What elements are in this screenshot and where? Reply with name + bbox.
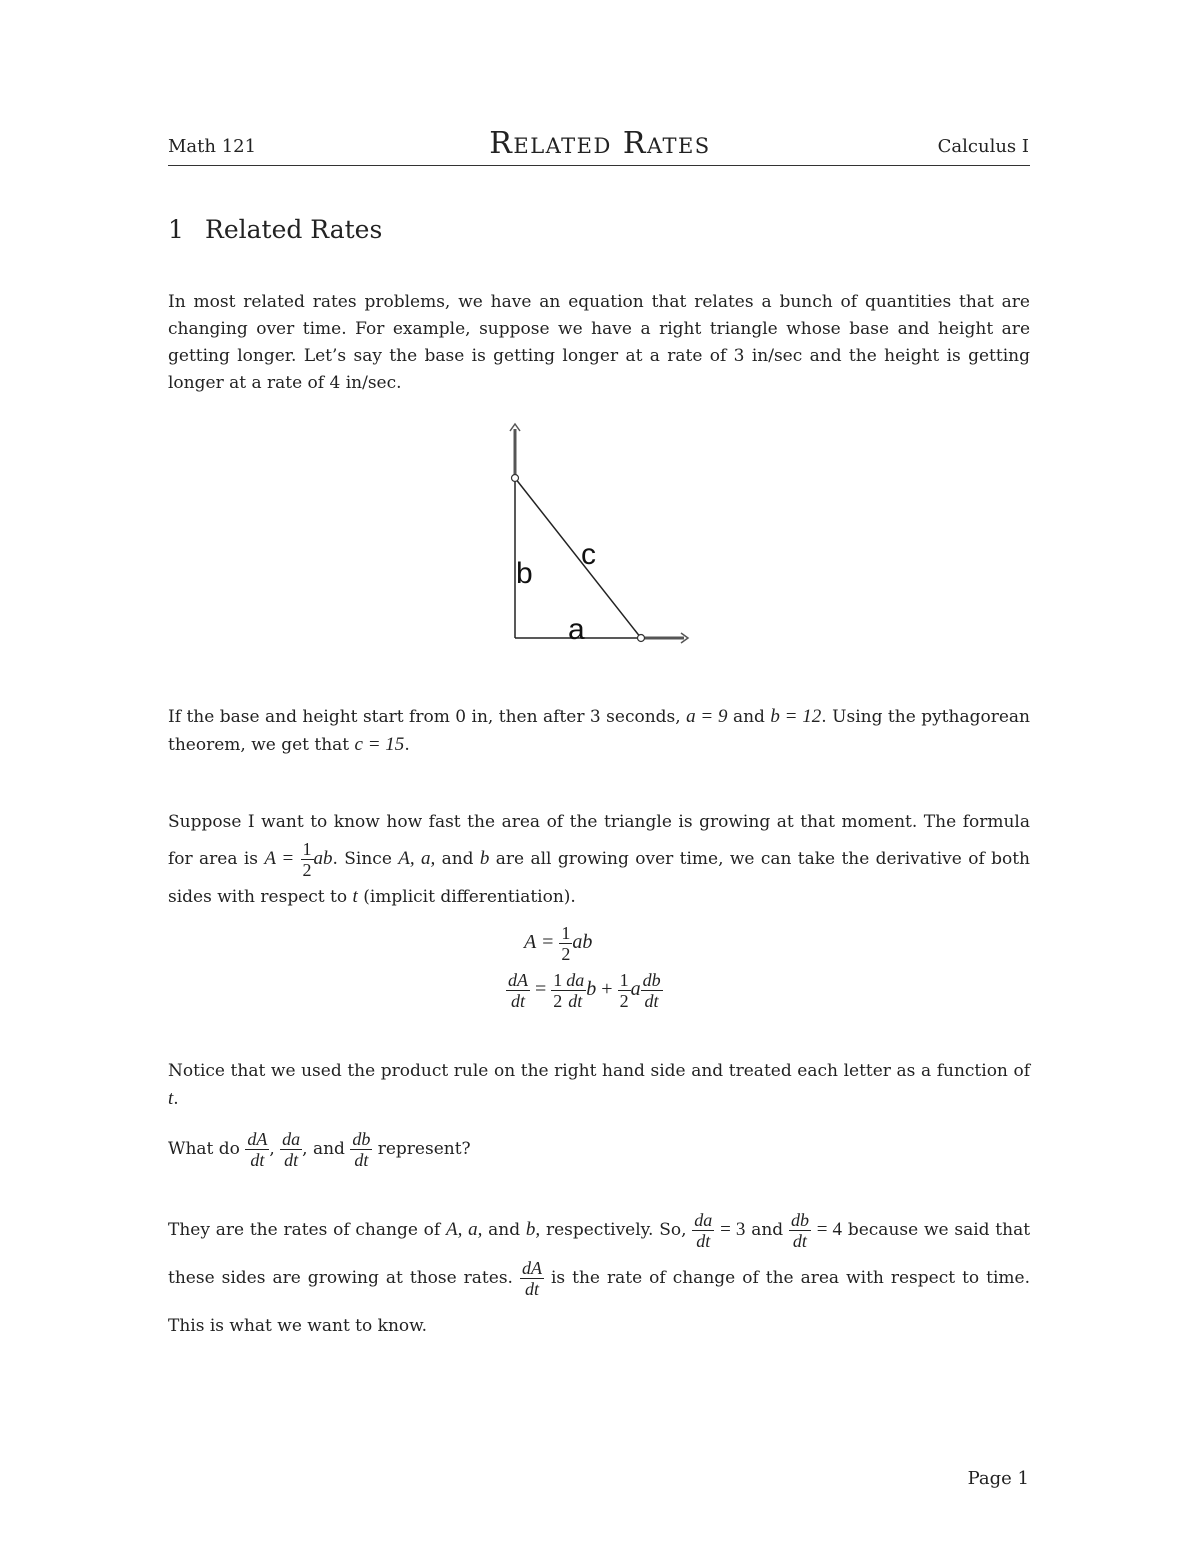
q-dA-num: dA — [247, 1129, 268, 1149]
eq2-half-2-den: 2 — [619, 991, 629, 1011]
var-b: b — [479, 848, 490, 869]
q-da-dt — [280, 1129, 302, 1170]
a-dA-num: dA — [521, 1258, 542, 1278]
header-course: Math 121 — [168, 136, 257, 157]
section-title: Related Rates — [205, 215, 383, 244]
db-dt-fraction — [641, 970, 663, 1011]
p2-text-4: . — [404, 735, 410, 755]
eq-c-15: c = 15 — [354, 734, 405, 755]
eq2-b: b — [586, 978, 597, 1001]
p6-and: and — [488, 1220, 521, 1240]
question-paragraph — [168, 1126, 1030, 1172]
q-dA-den: dt — [250, 1150, 265, 1170]
header-subject: Calculus I — [937, 136, 1029, 157]
q-db-den: dt — [354, 1150, 369, 1170]
eq2-half-1-num: 1 — [553, 970, 563, 990]
da-den: dt — [568, 991, 583, 1011]
p2-text-3: . Using the pythagorean theorem, we get that — [168, 707, 1030, 755]
product-rule-paragraph — [168, 1058, 1030, 1113]
page-number: Page 1 — [967, 1468, 1029, 1489]
eq2-a: a — [630, 978, 641, 1001]
q-db-dt — [350, 1129, 372, 1170]
a-db-dt — [789, 1210, 811, 1251]
p5-text-1: What do — [168, 1139, 240, 1159]
frac-num: 1 — [302, 839, 312, 859]
p6-text-3: and — [751, 1220, 784, 1240]
p3-text-1: Suppose I want to know how fast the area of the triangle is growing at that moment. The formula for area is — [168, 812, 1030, 869]
dA-num: dA — [508, 970, 528, 990]
eq2-half-1 — [551, 970, 564, 1011]
label-b: b — [516, 557, 533, 590]
db-den: dt — [644, 991, 659, 1011]
p2-text-1: If the base and height start from 0 in, then after 3 seconds, — [168, 707, 681, 727]
p6-var-b: b, — [525, 1219, 541, 1240]
label-c: c — [581, 538, 596, 571]
area-paragraph — [168, 805, 1030, 914]
q-da-den: dt — [284, 1150, 299, 1170]
p4-var-t: t — [168, 1088, 174, 1109]
p5-comma: , — [269, 1139, 275, 1159]
q-db-num: db — [352, 1129, 371, 1149]
eq2-half-2 — [618, 970, 631, 1011]
document-title: Related Rates — [489, 126, 711, 161]
header-rule — [168, 165, 1030, 166]
p5-text-2: represent? — [377, 1139, 471, 1159]
eq1-half — [559, 923, 572, 964]
p6-text-4: because we said that these sides are growing at those rates. — [168, 1220, 1031, 1288]
p6-text-5: is the rate of change of the area with respect to time. This is what we want to know. — [168, 1268, 1031, 1336]
p6-var-a: a, — [468, 1219, 483, 1240]
eq-a-9: a = 9 — [686, 706, 728, 727]
a-dA-den: dt — [524, 1279, 539, 1299]
eq1-rhs: ab — [572, 931, 593, 954]
eq-b-12: b = 12 — [770, 706, 822, 727]
da-dt-fraction — [564, 970, 586, 1011]
q-dA-dt — [245, 1129, 269, 1170]
eq1-half-num: 1 — [561, 923, 571, 943]
a-da-den: dt — [696, 1231, 711, 1251]
section-heading — [168, 215, 382, 244]
eq2-half-2-num: 1 — [619, 970, 629, 990]
area-formula-rhs: ab — [313, 848, 333, 869]
a-db-den: dt — [792, 1231, 807, 1251]
eq1-lhs: A = — [524, 931, 555, 954]
eq2-half-1-den: 2 — [553, 991, 563, 1011]
p6-eq4: = 4 — [816, 1219, 843, 1240]
p6-eq3: = 3 — [720, 1219, 746, 1240]
section-number: 1 — [168, 215, 184, 244]
a-da-dt — [692, 1210, 714, 1251]
frac-den: 2 — [302, 860, 312, 880]
answer-paragraph — [168, 1206, 1030, 1350]
display-equation-1 — [524, 923, 592, 964]
db-num: db — [642, 970, 661, 990]
a-dA-dt — [520, 1258, 544, 1299]
p6-text-2: respectively. So, — [545, 1220, 687, 1240]
display-equation-2 — [506, 970, 663, 1011]
right-vertex-dot — [638, 635, 645, 642]
triangle-figure — [480, 415, 710, 660]
dA-dt-fraction — [506, 970, 530, 1011]
var-t: t — [352, 886, 358, 907]
p2-text-2: and — [732, 707, 765, 727]
a-da-num: da — [694, 1210, 713, 1230]
intro-paragraph: In most related rates problems, we have an equation that relates a bunch of quantities that are changing over time. For example, suppose we have a right triangle whose base and height are getting longer. Let’s say the base is getting longer at a rate of 3 in/sec and the height is getting longer at a rate of 4 in/sec. — [168, 292, 1030, 393]
var-A: A, — [398, 848, 415, 869]
label-a: a — [568, 613, 585, 646]
a-db-num: db — [790, 1210, 809, 1230]
p4-text-1: Notice that we used the product rule on the right hand side and treated each letter as a function of — [168, 1061, 1030, 1081]
p5-and: , and — [302, 1139, 345, 1159]
p6-text-1: They are the rates of change of — [168, 1220, 441, 1240]
p4-text-2: . — [173, 1089, 179, 1109]
one-half-fraction — [301, 839, 314, 880]
area-formula-lhs: A = — [264, 848, 295, 869]
p3-text-5: (implicit differentiation). — [363, 887, 576, 907]
eq2-equals: = — [535, 978, 547, 1001]
q-da-num: da — [282, 1129, 301, 1149]
p3-text-2: . Since — [332, 849, 392, 869]
p3-text-3: and — [441, 849, 474, 869]
pythagorean-paragraph — [168, 703, 1030, 759]
da-num: da — [566, 970, 585, 990]
eq2-plus: + — [601, 978, 613, 1001]
eq1-half-den: 2 — [561, 944, 571, 964]
top-vertex-dot — [512, 475, 519, 482]
p3-text-4: are all growing over time, we can take the derivative of both sides with respect to — [168, 849, 1030, 907]
p6-var-A: A, — [445, 1219, 463, 1240]
var-a: a, — [420, 848, 436, 869]
dA-den: dt — [510, 991, 525, 1011]
